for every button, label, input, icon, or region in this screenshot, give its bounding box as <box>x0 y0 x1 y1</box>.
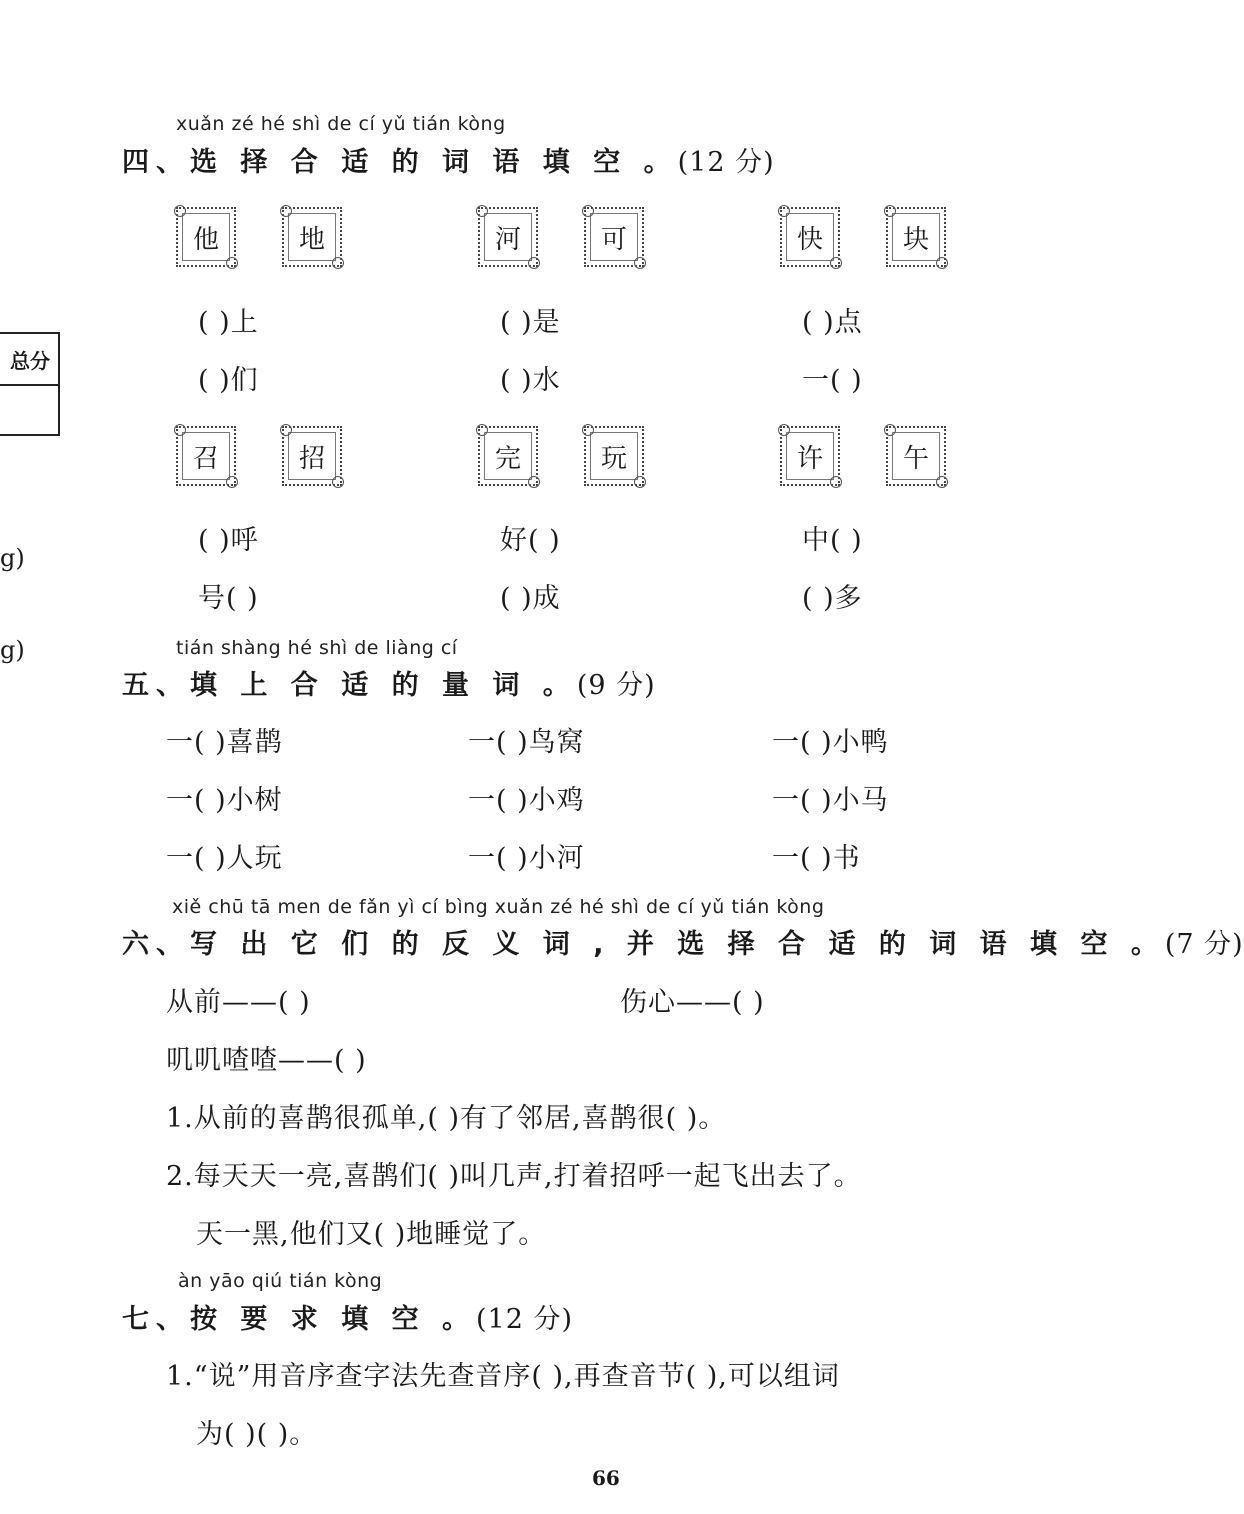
sentence-item: 天一黑,他们又( )地睡觉了。 <box>196 1219 547 1250</box>
fill-blank: 一( ) <box>802 365 863 396</box>
question-line: 为( )( )。 <box>196 1419 318 1450</box>
section4-heading <box>122 140 775 179</box>
measure-word-item: 一( )小鸡 <box>468 785 585 816</box>
measure-word-item: 一( )小马 <box>772 785 889 816</box>
sentence-item: 2.每天天一亮,喜鹊们( )叫几声,打着招呼一起飞出去了。 <box>166 1161 862 1192</box>
char-box: 快 <box>780 207 840 267</box>
char-box: 地 <box>282 207 342 267</box>
char-box: 招 <box>282 426 342 486</box>
measure-word-item: 一( )小树 <box>166 785 283 816</box>
fill-blank: 中( ) <box>802 525 863 556</box>
char-box: 他 <box>176 207 236 267</box>
edge-fragment: g) <box>0 544 25 572</box>
section4-title: 四、选 择 合 适 的 词 语 填 空 。 <box>122 147 678 178</box>
edge-fragment: g) <box>0 636 25 664</box>
antonym-item: 从前——( ) <box>166 987 311 1018</box>
section7-pinyin: àn yāo qiú tián kòng <box>178 1270 383 1292</box>
section4-pinyin: xuǎn zé hé shì de cí yǔ tián kòng <box>176 113 506 135</box>
section5-points: (9 分) <box>576 670 656 701</box>
char-box: 块 <box>886 207 946 267</box>
char-box: 完 <box>478 426 538 486</box>
fill-blank: ( )多 <box>802 583 863 614</box>
section5-heading <box>122 663 656 702</box>
char-box: 玩 <box>584 426 644 486</box>
fill-blank: ( )点 <box>802 307 863 338</box>
char-box: 召 <box>176 426 236 486</box>
section6-heading <box>122 922 1244 961</box>
measure-word-item: 一( )人玩 <box>166 843 283 874</box>
antonym-item: 伤心——( ) <box>620 987 765 1018</box>
char-box: 可 <box>584 207 644 267</box>
fill-blank: ( )们 <box>198 365 259 396</box>
section6-pinyin: xiě chū tā men de fǎn yì cí bìng xuǎn zé hé shì de cí yǔ tián kòng <box>172 896 825 918</box>
total-score-box <box>0 332 60 436</box>
question-line: 1.“说”用音序查字法先查音序( ),再查音节( ),可以组词 <box>166 1361 840 1392</box>
fill-blank: ( )上 <box>198 307 259 338</box>
measure-word-item: 一( )小鸭 <box>772 727 889 758</box>
measure-word-item: 一( )喜鹊 <box>166 727 283 758</box>
measure-word-item: 一( )鸟窝 <box>468 727 585 758</box>
section5-pinyin: tián shàng hé shì de liàng cí <box>176 637 458 659</box>
fill-blank: 号( ) <box>198 583 259 614</box>
char-box: 许 <box>780 426 840 486</box>
measure-word-item: 一( )书 <box>772 843 861 874</box>
fill-blank: 好( ) <box>500 525 561 556</box>
section7-title: 七、按 要 求 填 空 。 <box>122 1304 476 1335</box>
section5-title: 五、填 上 合 适 的 量 词 。 <box>122 670 577 701</box>
antonym-item: 叽叽喳喳——( ) <box>166 1045 367 1076</box>
section7-heading <box>122 1297 573 1336</box>
section4-points: (12 分) <box>677 147 775 178</box>
sentence-item: 1.从前的喜鹊很孤单,( )有了邻居,喜鹊很( )。 <box>166 1103 727 1134</box>
fill-blank: ( )呼 <box>198 525 259 556</box>
char-box: 午 <box>886 426 946 486</box>
section7-points: (12 分) <box>476 1304 574 1335</box>
fill-blank: ( )成 <box>500 583 561 614</box>
section6-points: (7 分) <box>1164 929 1244 960</box>
measure-word-item: 一( )小河 <box>468 843 585 874</box>
section6-title: 六、写 出 它 们 的 反 义 词 , 并 选 择 合 适 的 词 语 填 空 。 <box>122 929 1165 960</box>
fill-blank: ( )是 <box>500 307 561 338</box>
total-score-label: 总分 <box>0 334 58 386</box>
fill-blank: ( )水 <box>500 365 561 396</box>
char-box: 河 <box>478 207 538 267</box>
page-number: 66 <box>592 1466 620 1490</box>
